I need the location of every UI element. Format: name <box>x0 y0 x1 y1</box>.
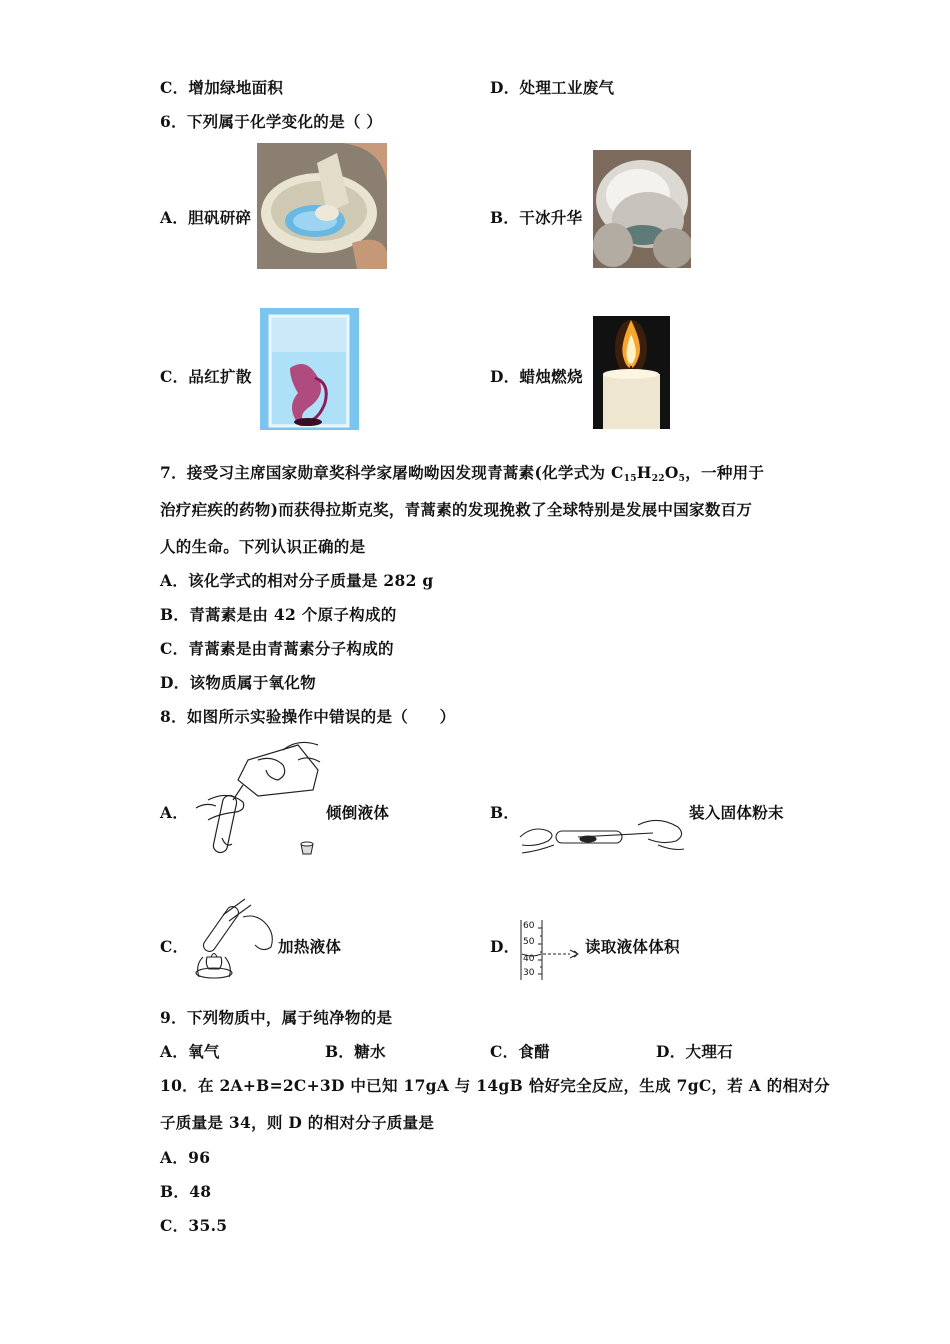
q8-stem: 8．如图所示实验操作中错误的是（ ） <box>160 707 456 726</box>
q8-option-a-text: 倾倒液体 <box>326 803 390 822</box>
q7-option-d: D．该物质属于氧化物 <box>160 673 316 692</box>
q10-option-c: C．35.5 <box>160 1216 228 1235</box>
loading-powder-diagram <box>518 815 686 857</box>
q7-stem-line2: 治疗疟疾的药物)而获得拉斯克奖，青蒿素的发现挽救了全球特别是发展中国家数百万 <box>160 500 753 519</box>
bottle-stopper <box>298 838 316 856</box>
q8-option-c-text: 加热液体 <box>278 937 342 956</box>
q8-option-d-text: 读取液体体积 <box>585 937 680 956</box>
dry-ice-fog-photo <box>593 150 691 268</box>
q6-stem: 6．下列属于化学变化的是（ ） <box>160 112 383 131</box>
q9-stem: 9．下列物质中，属于纯净物的是 <box>160 1008 393 1027</box>
q6-option-d: D．蜡烛燃烧 <box>490 367 583 386</box>
q8-option-c-letter: C． <box>160 937 189 956</box>
cylinder-tick-40: 40 <box>523 954 535 964</box>
q8-option-b-letter: B． <box>490 803 520 822</box>
q6-option-b: B．干冰升华 <box>490 208 583 227</box>
q7-option-b: B．青蒿素是由 42 个原子构成的 <box>160 605 397 624</box>
cylinder-tick-30: 30 <box>523 968 535 978</box>
graduated-cylinder-diagram <box>518 918 584 982</box>
q9-option-c: C．食醋 <box>490 1042 551 1061</box>
q7-option-c: C．青蒿素是由青蒿素分子构成的 <box>160 639 394 658</box>
beaker-dye-diffusion-photo <box>260 308 359 430</box>
q7-stem-line3: 人的生命。下列认识正确的是 <box>160 537 366 556</box>
cylinder-tick-60: 60 <box>523 921 535 931</box>
q5-option-d: D．处理工业废气 <box>490 78 615 97</box>
burning-candle-photo <box>593 316 670 429</box>
q10-stem-line2: 子质量是 34，则 D 的相对分子质量是 <box>160 1113 435 1132</box>
q10-stem-line1: 10．在 2A+B=2C+3D 中已知 17gA 与 14gB 恰好完全反应，生成 7gC，若 A 的相对分 <box>160 1076 830 1095</box>
q10-option-b: B．48 <box>160 1182 212 1201</box>
q9-option-a: A．氧气 <box>160 1042 220 1061</box>
heating-liquid-diagram <box>185 895 277 983</box>
q6-option-c: C．品红扩散 <box>160 367 252 386</box>
q5-option-c: C．增加绿地面积 <box>160 78 284 97</box>
q8-option-d-letter: D． <box>490 937 520 956</box>
q7-option-a: A．该化学式的相对分子质量是 282 g <box>160 571 434 590</box>
q8-option-a-letter: A． <box>160 803 189 822</box>
q6-option-a: A．胆矾研碎 <box>160 208 252 227</box>
cylinder-tick-50: 50 <box>523 937 535 947</box>
q9-option-b: B．糖水 <box>325 1042 386 1061</box>
q9-option-d: D．大理石 <box>656 1042 733 1061</box>
q8-option-b-text: 装入固体粉末 <box>689 803 784 822</box>
q10-option-a: A．96 <box>160 1148 211 1167</box>
mortar-pestle-photo <box>257 143 387 269</box>
q7-stem-line1: 7．接受习主席国家勋章奖科学家屠呦呦因发现青蒿素(化学式为 $C_{15}H_{22}O_5$，一种用于 <box>160 463 765 484</box>
